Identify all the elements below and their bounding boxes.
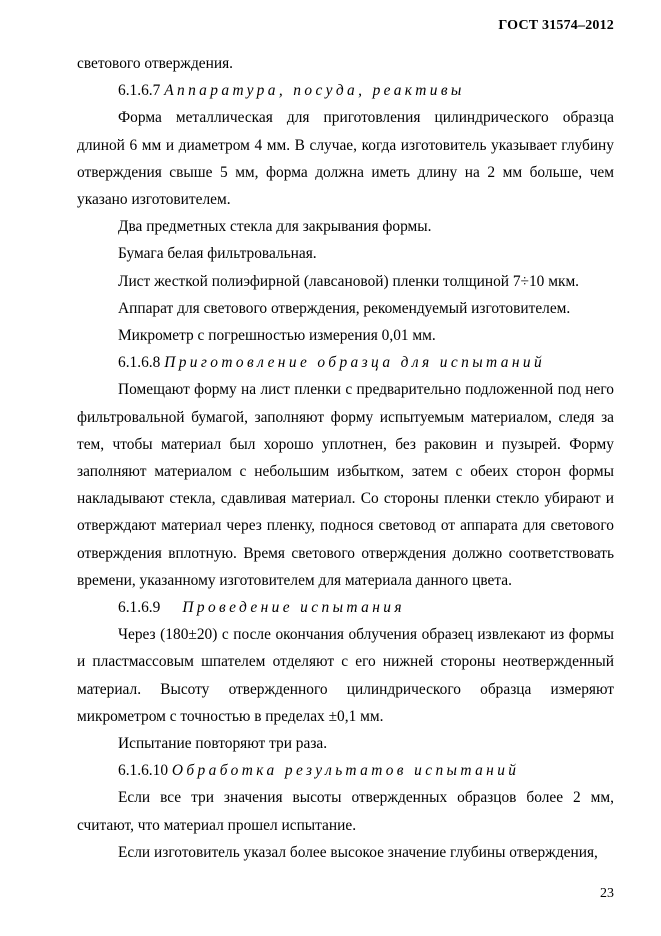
paragraph: Два предметных стекла для закрывания формы.: [118, 218, 432, 236]
section-heading-6-1-6-9: [77, 594, 614, 621]
section-title: Проведение испытания: [182, 599, 405, 617]
paragraph: Помещают форму на лист пленки с предварительно подложенной под него фильтровальной бумагой, заполняют форму испытуемым материалом, следя за тем, чтобы материал был хорошо уплотнен, без раковин и пузырей. Форму заполняют материалом с небольшим избытком, затем с обеих сторон формы накладывают стекла, сдавливая материал. Со стороны пленки стекло убирают и отверждают материал через пленку, поднося световод от аппарата для светового отверждения вплотную. Время светового отверждения должно соответствовать времени, указанному изготовителем для материала данного цвета.: [77, 381, 614, 589]
section-number: 6.1.6.10: [118, 762, 169, 780]
section-number: 6.1.6.7: [118, 82, 161, 100]
paragraph: Испытание повторяют три раза.: [118, 735, 328, 753]
document-body: [77, 50, 614, 866]
paragraph-continuation: светового отверждения.: [77, 55, 234, 72]
paragraph: Если изготовитель указал более высокое значение глубины отверждения,: [118, 843, 598, 861]
paragraph: Бумага белая фильтровальная.: [118, 245, 317, 263]
paragraph: Через (180±20) с после окончания облучения образец извлекают из формы и пластмассовым шпателем отделяют с его нижней стороны неотвержденный материал. Высоту отвержденного цилиндрического образца измеряют микрометром с точностью в пределах ±0,1 мм.: [77, 626, 614, 725]
section-title: Обработка результатов испытаний: [171, 762, 520, 780]
paragraph: Микрометр с погрешностью измерения 0,01 мм.: [118, 327, 436, 345]
paragraph: Аппарат для светового отверждения, рекомендуемый изготовителем.: [118, 299, 571, 317]
document-code-header: ГОСТ 31574–2012: [498, 18, 614, 33]
section-heading-6-1-6-8: [77, 349, 614, 376]
section-number: 6.1.6.9: [118, 599, 161, 617]
section-number: 6.1.6.8: [118, 354, 161, 372]
paragraph: Лист жесткой полиэфирной (лавсановой) пленки толщиной 7÷10 мкм.: [118, 272, 580, 290]
paragraph: Форма металлическая для приготовления цилиндрического образца длиной 6 мм и диаметром 4 мм. В случае, когда изготовитель указывает глубину отверждения свыше 5 мм, форма должна иметь длину на 2 мм больше, чем указано изготовителем.: [77, 109, 614, 209]
page-number: 23: [600, 886, 614, 901]
section-heading-6-1-6-10: [77, 757, 614, 784]
paragraph: Если все три значения высоты отвержденных образцов более 2 мм, считают, что материал прошел испытание.: [77, 789, 614, 834]
section-heading-6-1-6-7: [77, 77, 614, 104]
section-title: Аппаратура, посуда, реактивы: [164, 82, 465, 100]
section-title: Приготовление образца для испытаний: [164, 354, 546, 372]
